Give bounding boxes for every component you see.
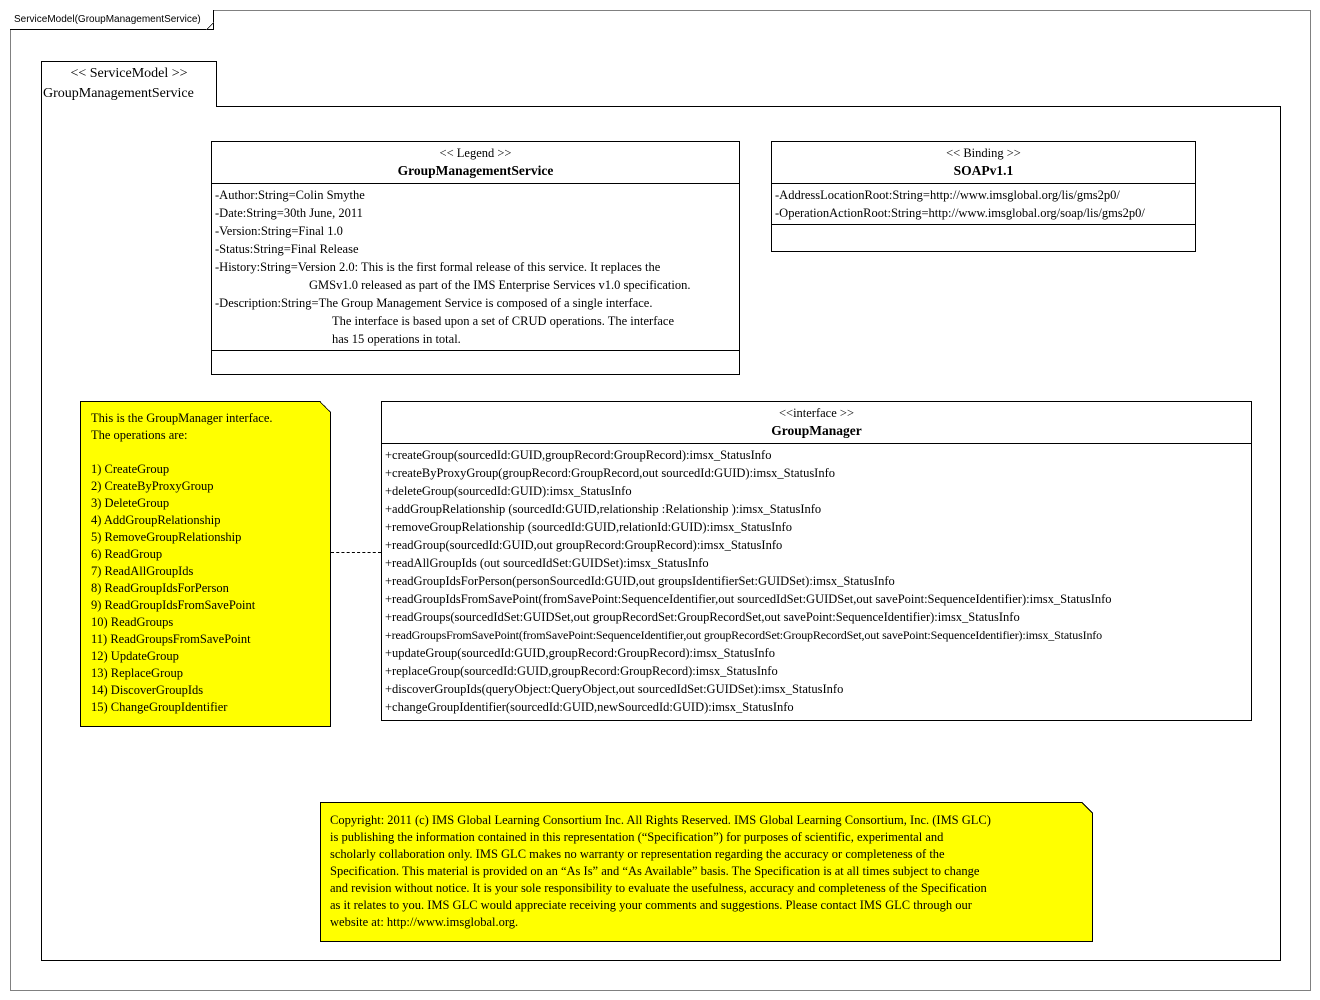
operation-row: +readGroups(sourcedIdSet:GUIDSet,out groupRecordSet:GroupRecordSet,out savePoint:SequenceIdentifier):imsx_StatusInfo bbox=[385, 610, 1020, 624]
interface-operations bbox=[382, 444, 1251, 718]
copyright-line: Specification. This material is provided on an “As Is” and “As Available” basis. The Specification is at all times subject to change bbox=[330, 864, 980, 878]
package-stereotype: << ServiceModel >> bbox=[70, 66, 188, 81]
package-name: GroupManagementService bbox=[43, 86, 194, 101]
note-line: 3) DeleteGroup bbox=[91, 496, 170, 510]
note-line: 15) ChangeGroupIdentifier bbox=[91, 700, 228, 714]
legend-attribute-continuation: GMSv1.0 released as part of the IMS Enterprise Services v1.0 specification. bbox=[309, 278, 691, 292]
legend-attribute: -History:String=Version 2.0: This is the first formal release of this service. It replaces the bbox=[215, 260, 661, 274]
legend-attributes bbox=[212, 184, 739, 351]
legend-header bbox=[212, 142, 739, 184]
binding-attribute: -OperationActionRoot:String=http://www.imsglobal.org/soap/lis/gms2p0/ bbox=[775, 206, 1145, 220]
note-line: 9) ReadGroupIdsFromSavePoint bbox=[91, 598, 256, 612]
interface-stereotype: <<interface >> bbox=[778, 406, 855, 420]
note-line: 7) ReadAllGroupIds bbox=[91, 564, 194, 578]
operation-row: +createByProxyGroup(groupRecord:GroupRecord,out sourcedId:GUID):imsx_StatusInfo bbox=[385, 466, 836, 480]
copyright-line: scholarly collaboration only. IMS GLC makes no warranty or representation regarding the accuracy or completeness of the bbox=[330, 847, 945, 861]
note-line: 8) ReadGroupIdsForPerson bbox=[91, 581, 229, 595]
legend-operations bbox=[212, 351, 739, 355]
note-line: 1) CreateGroup bbox=[91, 462, 170, 476]
copyright-line: as it relates to you. IMS GLC would appreciate receiving your comments and suggestions. Please contact IMS GLC through our bbox=[330, 898, 972, 912]
legend-attribute: -Description:String=The Group Management Service is composed of a single interface. bbox=[215, 296, 653, 310]
operation-row: +readGroupsFromSavePoint(fromSavePoint:SequenceIdentifier,out groupRecordSet:GroupRecordSet,out savePoint:SequenceIdentifier):imsx_StatusInfo bbox=[385, 628, 1102, 642]
operation-row: +readGroup(sourcedId:GUID,out groupRecord:GroupRecord):imsx_StatusInfo bbox=[385, 538, 783, 552]
legend-class[interactable] bbox=[211, 141, 740, 375]
note-line: 14) DiscoverGroupIds bbox=[91, 683, 204, 697]
legend-stereotype: << Legend >> bbox=[439, 146, 512, 160]
legend-attribute-continuation: has 15 operations in total. bbox=[332, 332, 461, 346]
operation-row: +readGroupIdsFromSavePoint(fromSavePoint:SequenceIdentifier,out sourcedIdSet:GUIDSet,out savePoint:SequenceIdentifier):imsx_StatusInfo bbox=[385, 592, 1112, 606]
interface-header bbox=[382, 402, 1251, 444]
diagram-frame-label: ServiceModel(GroupManagementService) bbox=[10, 10, 214, 30]
legend-attribute: -Status:String=Final Release bbox=[215, 242, 359, 256]
binding-header bbox=[772, 142, 1195, 184]
note-line: 5) RemoveGroupRelationship bbox=[91, 530, 242, 544]
operation-row: +replaceGroup(sourcedId:GUID,groupRecord:GroupRecord):imsx_StatusInfo bbox=[385, 664, 778, 678]
copyright-line: Copyright: 2011 (c) IMS Global Learning Consortium Inc. All Rights Reserved. IMS Global Learning Consortium, Inc. (IMS GLC) bbox=[330, 813, 991, 827]
note-anchor-line bbox=[331, 552, 381, 553]
copyright-line: and revision without notice. It is your sole responsibility to evaluate the usefulness, accuracy and completeness of the Specification bbox=[330, 881, 987, 895]
note-line: 4) AddGroupRelationship bbox=[91, 513, 221, 527]
operation-row: +createGroup(sourcedId:GUID,groupRecord:GroupRecord):imsx_StatusInfo bbox=[385, 448, 772, 462]
legend-attribute: -Date:String=30th June, 2011 bbox=[215, 206, 363, 220]
copyright-line: website at: http://www.imsglobal.org. bbox=[330, 915, 519, 929]
operation-row: +readAllGroupIds (out sourcedIdSet:GUIDSet):imsx_StatusInfo bbox=[385, 556, 709, 570]
binding-stereotype: << Binding >> bbox=[946, 146, 1021, 160]
operation-row: +deleteGroup(sourcedId:GUID):imsx_StatusInfo bbox=[385, 484, 632, 498]
binding-attributes bbox=[772, 184, 1195, 225]
legend-attribute: -Version:String=Final 1.0 bbox=[215, 224, 343, 238]
operation-row: +updateGroup(sourcedId:GUID,groupRecord:GroupRecord):imsx_StatusInfo bbox=[385, 646, 775, 660]
note-line: 10) ReadGroups bbox=[91, 615, 174, 629]
package-tab[interactable] bbox=[41, 61, 217, 107]
operation-row: +readGroupIdsForPerson(personSourcedId:GUID,out groupsIdentifierSet:GUIDSet):imsx_StatusInfo bbox=[385, 574, 895, 588]
legend-name: GroupManagementService bbox=[397, 163, 554, 178]
note-line: 11) ReadGroupsFromSavePoint bbox=[91, 632, 251, 646]
binding-class[interactable] bbox=[771, 141, 1196, 252]
operation-row: +changeGroupIdentifier(sourcedId:GUID,newSourcedId:GUID):imsx_StatusInfo bbox=[385, 700, 794, 714]
copyright-line: is publishing the information contained in this representation (“Specification”) for purposes of scientific, experimental and bbox=[330, 830, 944, 844]
copyright-note[interactable] bbox=[320, 802, 1093, 942]
note-line bbox=[91, 444, 330, 461]
binding-operations bbox=[772, 225, 1195, 229]
operation-row: +discoverGroupIds(queryObject:QueryObject,out sourcedIdSet:GUIDSet):imsx_StatusInfo bbox=[385, 682, 844, 696]
operation-row: +removeGroupRelationship (sourcedId:GUID,relationId:GUID):imsx_StatusInfo bbox=[385, 520, 792, 534]
note-line: 6) ReadGroup bbox=[91, 547, 163, 561]
interface-name: GroupManager bbox=[771, 423, 862, 438]
note-line: This is the GroupManager interface. bbox=[91, 411, 273, 425]
binding-attribute: -AddressLocationRoot:String=http://www.imsglobal.org/lis/gms2p0/ bbox=[775, 188, 1120, 202]
interface-class[interactable] bbox=[381, 401, 1252, 721]
binding-name: SOAPv1.1 bbox=[953, 163, 1014, 178]
note-line: 13) ReplaceGroup bbox=[91, 666, 183, 680]
operation-row: +addGroupRelationship (sourcedId:GUID,relationship :Relationship ):imsx_StatusInfo bbox=[385, 502, 822, 516]
note-line: The operations are: bbox=[91, 428, 188, 442]
operations-note[interactable] bbox=[80, 401, 331, 727]
legend-attribute-continuation: The interface is based upon a set of CRUD operations. The interface bbox=[332, 314, 675, 328]
note-line: 2) CreateByProxyGroup bbox=[91, 479, 214, 493]
note-line: 12) UpdateGroup bbox=[91, 649, 179, 663]
legend-attribute: -Author:String=Colin Smythe bbox=[215, 188, 365, 202]
